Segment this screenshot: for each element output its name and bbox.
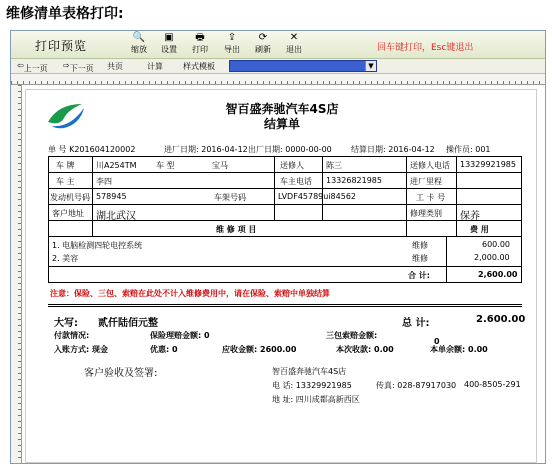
footer-shop: 智百盛奔驰汽车4S店 (272, 367, 347, 376)
subtotal-value: 2,600.00 (478, 270, 518, 279)
in-date: 2016-04-12 (201, 145, 248, 154)
horizontal-ruler (11, 74, 545, 85)
footer-fax: 028-87917030 (397, 381, 457, 390)
toolbar-title: 打印预览 (35, 39, 88, 53)
total-pages-label: 共页 (107, 62, 123, 71)
insurance-amount: 0 (204, 331, 210, 340)
shop-name: 智百盛奔驰汽车4S店 (225, 102, 339, 116)
model-value: 宝马 (212, 161, 228, 170)
setup-icon: ▣ (164, 32, 174, 43)
item-fee: 2,000.00 (474, 253, 510, 262)
zoom-button[interactable]: 🔍 缩放 (124, 32, 154, 58)
doc-title: 结算单 (263, 117, 300, 131)
owner-phone-value: 13326821985 (326, 176, 382, 185)
warranty-amount: 0 (434, 337, 440, 346)
items-header: 维 修 项 目 (216, 225, 257, 234)
template-select[interactable] (229, 60, 377, 72)
exit-icon: ✕ (289, 32, 299, 43)
export-icon: ⇪ (227, 32, 237, 43)
chevron-down-icon: ▼ (365, 61, 376, 71)
subtotal-label: 合 计: (408, 271, 430, 280)
toolbar (11, 31, 545, 59)
keyboard-hint: 回车键打印，Esc键退出 (377, 43, 474, 53)
setup-button[interactable]: ▣ 设置 (154, 32, 184, 58)
footer-address: 四川成都高新西区 (295, 395, 360, 404)
exit-button[interactable]: ✕ 退出 (279, 32, 309, 58)
page-caption: 维修清单表格打印: (6, 6, 124, 22)
print-button[interactable]: 🖶 打印 (185, 32, 215, 58)
item-kind: 维修 (412, 241, 428, 250)
out-date: 0000-00-00 (285, 145, 332, 154)
plate-value: 川A254TM (96, 161, 137, 170)
settle-date: 2016-04-12 (388, 145, 435, 154)
calc-button[interactable]: 计算 (147, 62, 163, 71)
printer-icon: 🖶 (195, 32, 205, 43)
signature-label: 客户验收及签署: (84, 368, 158, 379)
address-value: 湖北武汉 (96, 211, 136, 222)
refresh-icon: ⟳ (258, 32, 268, 43)
item-name: 2. 美容 (52, 254, 79, 263)
payment-method: 现金 (92, 345, 108, 354)
item-fee: 600.00 (482, 240, 510, 249)
export-button[interactable]: ⇪ 导出 (217, 32, 247, 58)
zoom-icon: 🔍 (132, 32, 146, 43)
owner-value: 李四 (96, 177, 112, 186)
print-preview-window (10, 30, 546, 464)
template-label: 样式模板 (183, 62, 215, 71)
refresh-button[interactable]: ⟳ 刷新 (248, 32, 278, 58)
order-no: K201604120002 (69, 145, 136, 154)
next-page-button[interactable]: ⇨ 下一页 (63, 61, 94, 73)
notice-text: 注意：保险、三包、索赔在此处不计入维修费用中，请在保险、索赔中单独结算 (50, 289, 330, 298)
repair-type-value: 保养 (460, 211, 480, 222)
page-navbar (11, 59, 545, 74)
footer-hotline: 400-8505-291 (464, 380, 521, 389)
grand-total: 2.600.00 (476, 314, 526, 325)
sender-phone-value: 13329921985 (460, 160, 516, 169)
vin-value: LVDF45789ui84562 (278, 192, 357, 201)
footer-tel: 13329921985 (295, 381, 352, 390)
print-page: 智百盛奔驰汽车4S店 结算单 单 号 K201604120002 进厂日期: 2016-04-12 出厂日期: 0000-00-00 结算日期: 2016-04-12 操作员: 001 车 牌 川A254TM 车 型 宝马 送修人 陈三 送修人电话 13329921985 车 主 李四 车主电话 13326821985 进厂里程 发动机号码 578945 车架号码 LVDF45789ui84562 工 卡 号 客户地址 湖北武汉 修理类别 保养 维 修 项 目 费 用 1. 电脑检测四轮电控系统 维修 600.00 2. 美容 维修 2,000.00 合 计: 2,600.00 注意：保险、三包、索赔在此处不计入维修费用中，请在保险、索赔中单独结算 大写: 贰仟陆佰元整 总 计: 2.600.00 付款情况: 保险理赔金额: 0 三包索赔金额: 0 入账方式: 现金 优惠: 0 应收金额: 2600.00 本次收款: 0.00 本单余额: 0.00 客户验收及签署: 智百盛奔驰汽车4S店 电 话: 13329921985 传真: 028-87917030 400-8505-291 地 址: 四川成都高新西区 (25, 89, 537, 463)
balance-amount: 0.00 (468, 345, 488, 354)
operator: 001 (475, 145, 491, 154)
discount-amount: 0 (172, 345, 178, 354)
fee-header: 费 用 (470, 225, 489, 234)
total-in-words: 贰仟陆佰元整 (98, 318, 158, 329)
receivable-amount: 2600.00 (260, 345, 297, 354)
vertical-ruler (11, 85, 22, 463)
item-kind: 维修 (412, 254, 428, 263)
engine-value: 578945 (96, 192, 127, 201)
item-name: 1. 电脑检测四轮电控系统 (52, 241, 143, 250)
prev-page-button[interactable]: ⇦ 上一页 (17, 61, 48, 73)
received-amount: 0.00 (374, 345, 394, 354)
sender-value: 陈三 (326, 161, 342, 170)
